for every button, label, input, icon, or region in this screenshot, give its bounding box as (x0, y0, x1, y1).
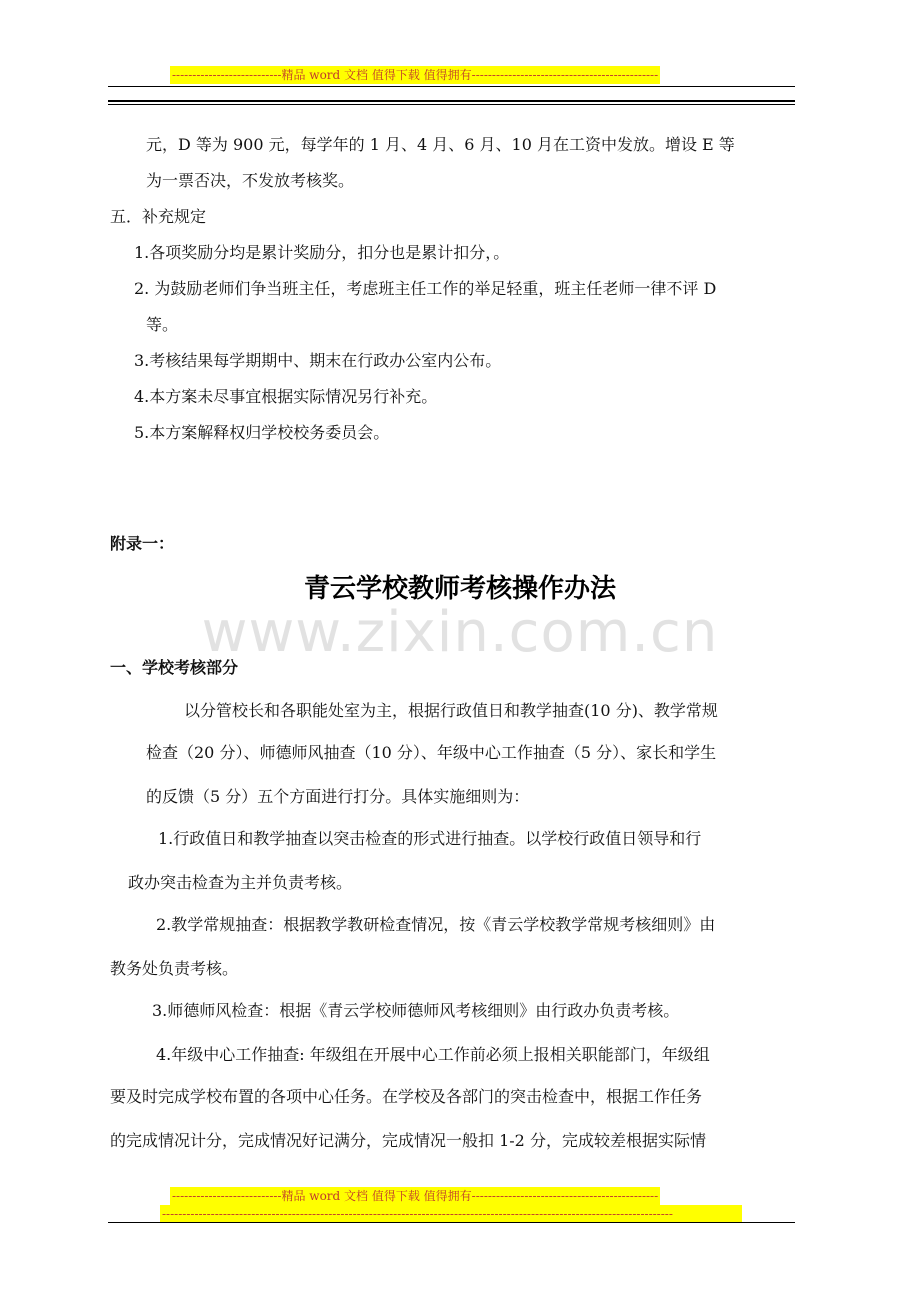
paragraph-line: 的完成情况计分，完成情况好记满分，完成情况一般扣 1-2 分，完成较差根据实际情 (110, 1131, 706, 1150)
header-double-rule-top (108, 100, 795, 102)
paragraph-line: 1.行政值日和教学抽查以突击检查的形式进行抽查。以学校行政值日领导和行 (158, 829, 702, 848)
paragraph-line: 2.教学常规抽查：根据教学教研检查情况，按《青云学校教学常规考核细则》由 (156, 915, 716, 934)
paragraph-line: 检查（20 分）、师德师风抽查（10 分）、年级中心工作抽查（5 分）、家长和学生 (146, 743, 717, 762)
paragraph-line: 的反馈（5 分）五个方面进行打分。具体实施细则为： (146, 787, 530, 806)
paragraph-line: 以分管校长和各职能处室为主，根据行政值日和教学抽查(10 分)、教学常规 (184, 701, 718, 720)
rule-item: 2. 为鼓励老师们争当班主任，考虑班主任工作的举足轻重，班主任老师一律不评 D (134, 279, 717, 298)
rule-item-continuation: 等。 (146, 315, 179, 334)
header-double-rule-bottom (108, 104, 795, 105)
watermark: www.zixin.com.cn (201, 600, 719, 665)
paragraph-line: 4.年级中心工作抽查: 年级组在开展中心工作前必须上报相关职能部门，年级组 (156, 1045, 710, 1064)
header-rule (108, 86, 795, 87)
paragraph-line: 要及时完成学校布置的各项中心任务。在学校及各部门的突击检查中，根据工作任务 (110, 1087, 703, 1106)
paragraph-line: 教务处负责考核。 (110, 959, 239, 978)
paragraph-line: 3.师德师风检查：根据《青云学校师德师风考核细则》由行政办负责考核。 (152, 1001, 680, 1020)
rule-item: 5.本方案解释权归学校校务委员会。 (134, 423, 390, 442)
body-line: 为一票否决，不发放考核奖。 (146, 171, 355, 190)
appendix-title: 青云学校教师考核操作办法 (303, 574, 616, 604)
rule-item: 4.本方案未尽事宜根据实际情况另行补充。 (134, 387, 438, 406)
footer-dashes: ------------------------------------------------------------------------------------------------------------------------------ (160, 1205, 742, 1223)
section-heading: 一、学校考核部分 (110, 658, 239, 677)
footer-rule (108, 1222, 795, 1223)
section-heading: 五．补充规定 (110, 207, 207, 226)
body-line: 元，D 等为 900 元，每学年的 1 月、4 月、6 月、10 月在工资中发放。增设 E 等 (146, 135, 735, 154)
appendix-label: 附录一： (110, 534, 175, 553)
rule-item: 1.各项奖励分均是累计奖励分，扣分也是累计扣分，。 (134, 243, 510, 262)
paragraph-line: 政办突击检查为主并负责考核。 (128, 873, 353, 892)
rule-item: 3.考核结果每学期期中、期末在行政办公室内公布。 (134, 351, 502, 370)
header-banner: ---------------------------精品 word 文档 值得下载 值得拥有---------------------------------------------- (172, 68, 659, 82)
footer-banner: ---------------------------精品 word 文档 值得下载 值得拥有---------------------------------------------- (172, 1189, 659, 1203)
